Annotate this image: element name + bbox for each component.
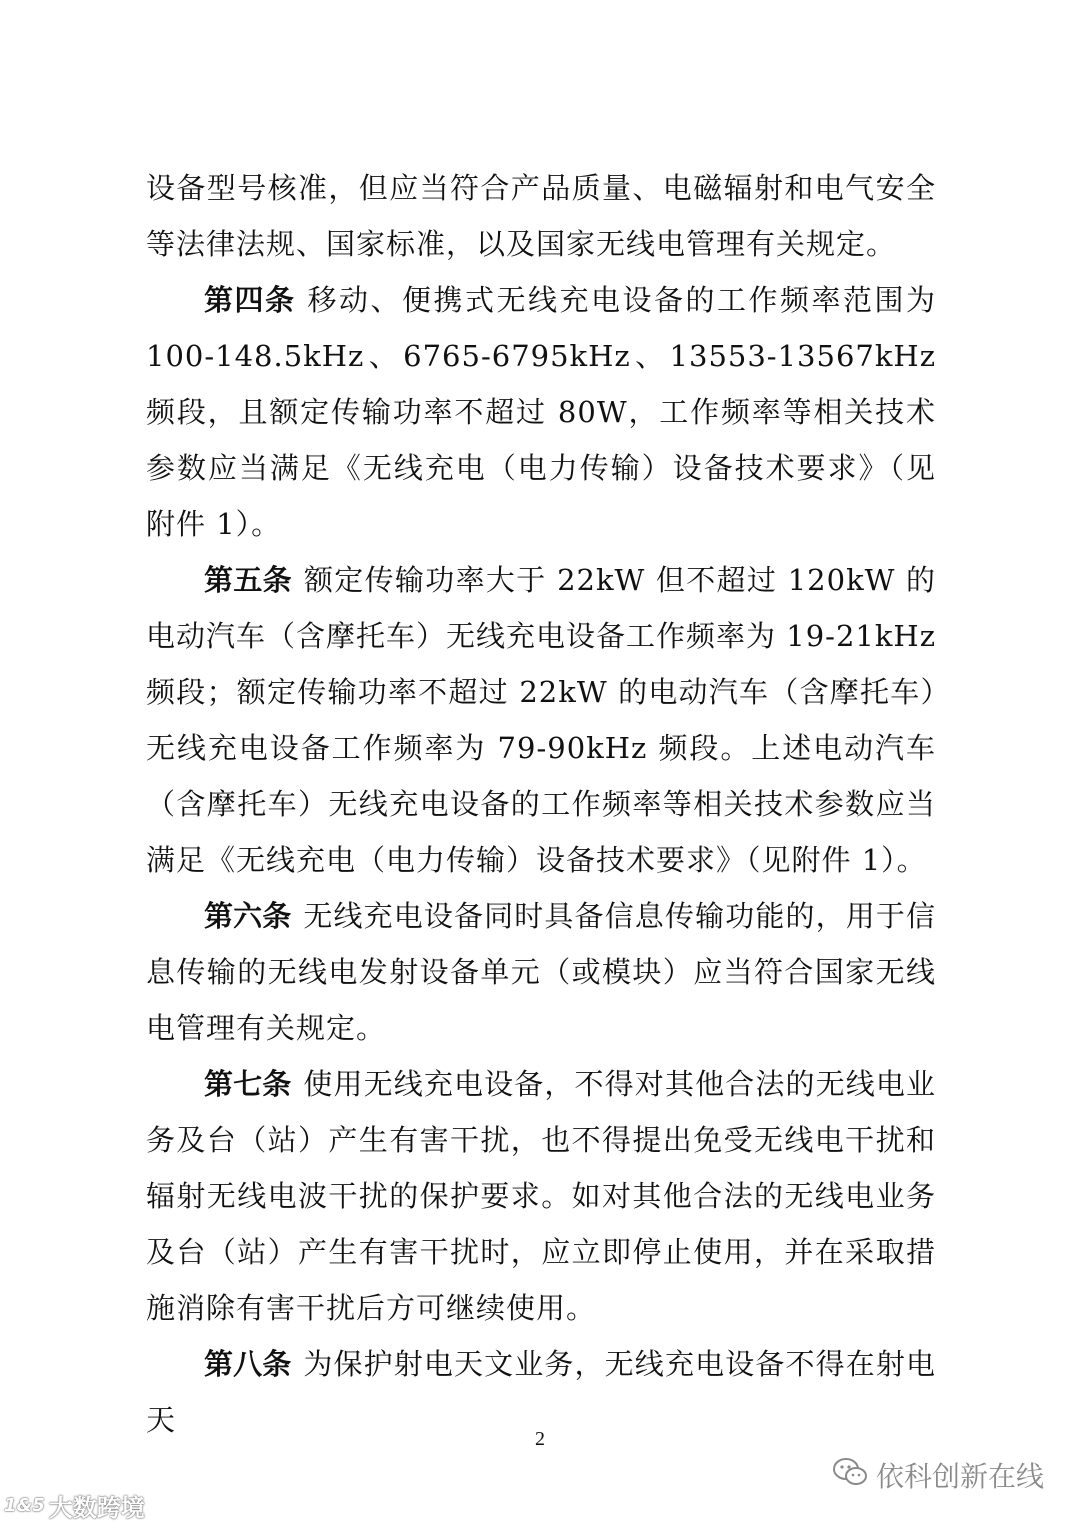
article-number: 第八条 — [204, 1347, 292, 1381]
article-7 — [146, 1056, 936, 1336]
watermark-left — [4, 1488, 145, 1523]
article-number: 第五条 — [204, 563, 292, 597]
article-6 — [146, 888, 936, 1056]
article-text: 额定传输功率大于 22kW 但不超过 120kW 的电动汽车（含摩托车）无线充电设备工作频率为 19-21kHz 频段；额定传输功率不超过 22kW 的电动汽车（含摩托车）无线充电设备工作频率为 79-90kHz 频段。上述电动汽车（含摩托车）无线充电设备的工作频率等相关技术参数应当满足《无线充电（电力传输）设备技术要求》（见附件 1）。 — [146, 563, 936, 877]
article-text: 移动、便携式无线充电设备的工作频率范围为 100-148.5kHz、6765-6795kHz、13553-13567kHz 频段，且额定传输功率不超过 80W，工作频率等相关技术参数应当满足《无线充电（电力传输）设备技术要求》（见附件 1）。 — [146, 283, 936, 541]
article-5 — [146, 552, 936, 888]
document-body — [146, 160, 936, 1448]
article-number: 第四条 — [204, 283, 296, 317]
watermark-right-text: 依科创新在线 — [875, 1460, 1044, 1493]
article-text: 为保护射电天文业务，无线充电设备不得在射电天 — [146, 1347, 936, 1437]
watermark-logo: 1&5 — [4, 1495, 45, 1516]
watermark-left-text: 大数跨境 — [48, 1494, 145, 1522]
wechat-icon — [832, 1457, 868, 1494]
article-4 — [146, 272, 936, 552]
article-text: 无线充电设备同时具备信息传输功能的，用于信息传输的无线电发射设备单元（或模块）应当符合国家无线电管理有关规定。 — [146, 899, 936, 1045]
article-number: 第六条 — [204, 899, 292, 933]
article-text: 使用无线充电设备，不得对其他合法的无线电业务及台（站）产生有害干扰，也不得提出免受无线电干扰和辐射无线电波干扰的保护要求。如对其他合法的无线电业务及台（站）产生有害干扰时，应立即停止使用，并在采取措施消除有害干扰后方可继续使用。 — [146, 1067, 936, 1325]
watermark-wechat — [832, 1455, 1044, 1495]
article-number: 第七条 — [204, 1067, 292, 1101]
page-number: 2 — [535, 1428, 545, 1450]
paragraph-continuation: 设备型号核准，但应当符合产品质量、电磁辐射和电气安全等法律法规、国家标准，以及国家无线电管理有关规定。 — [146, 171, 936, 261]
